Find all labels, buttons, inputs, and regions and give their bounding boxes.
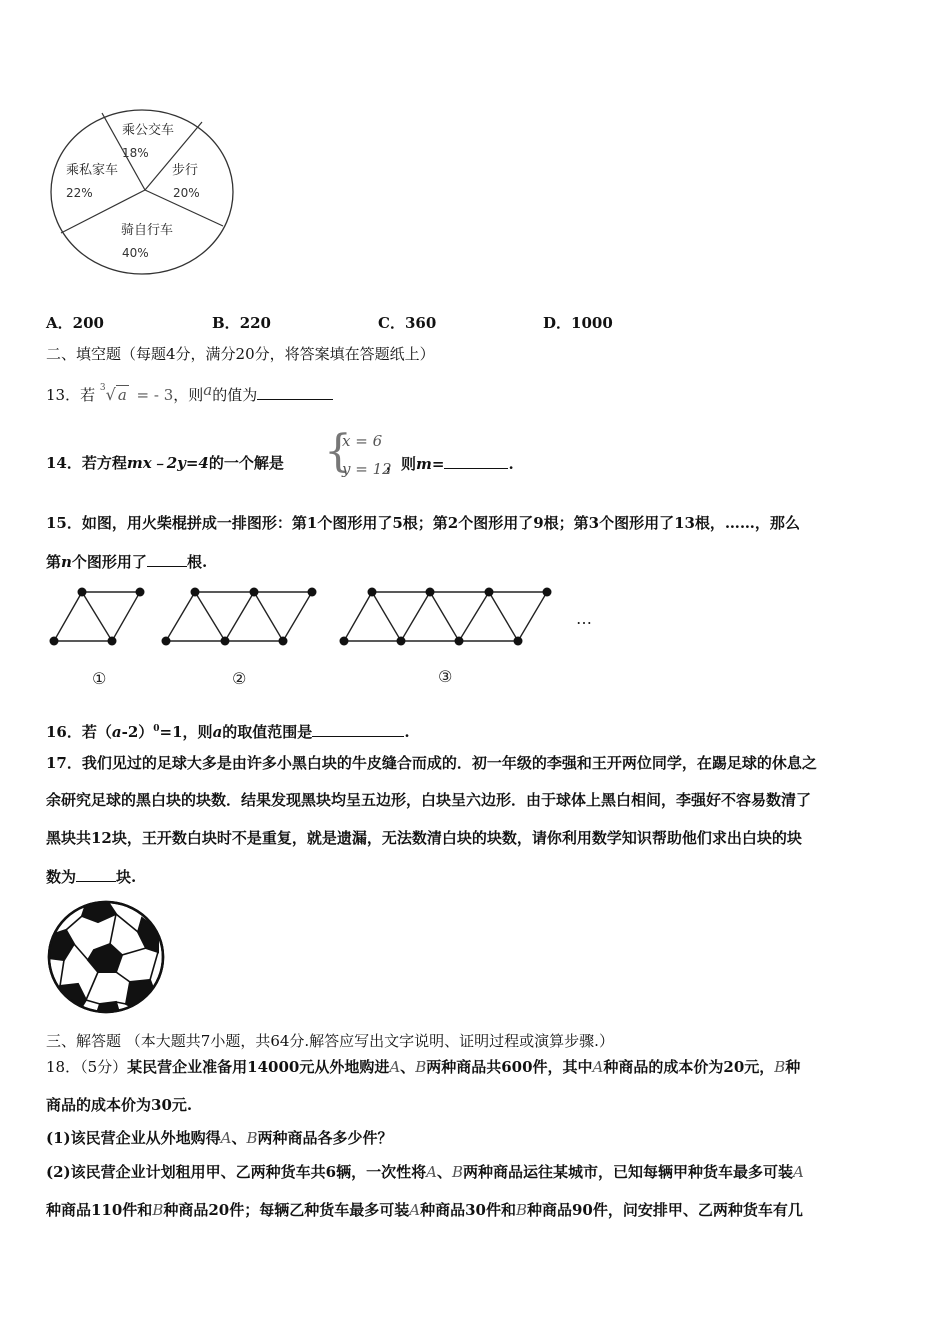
question-17-line-1: 17．我们见过的足球大多是由许多小黑白块的牛皮缝合而成的．初一年级的李强和王开两位同学，在踢足球的休息之 (46, 754, 817, 772)
question-17-line-3: 黑块共12块，王开数白块时不是重复，就是遗漏，无法数清白块的块数，请你利用数学知识帮助他们求出白块的块 (46, 829, 802, 847)
figure-label-1: ① (92, 669, 107, 688)
pie-chart-figure (44, 108, 240, 284)
cube-root-expression: $^3$√ a = - 3 (99, 383, 174, 404)
pie-pct-bus: 18% (122, 146, 149, 160)
continuation-dots: … (576, 609, 592, 628)
equation-system: { x = 6 y = 12 (324, 426, 392, 478)
section-3-heading: 三、解答题 （本大题共7小题，共64分.解答应写出文字说明、证明过程或演算步骤.） (46, 1032, 614, 1050)
choice-c: C．360 (378, 314, 437, 332)
question-17-line-2: 余研究足球的黑白块的块数．结果发现黑块均呈五边形，白块呈六边形．由于球体上黑白相间，李强好不容易数清了 (46, 791, 812, 809)
pie-pct-bike: 40% (122, 246, 149, 260)
section-2-heading: 二、填空题（每题4分，满分20分，将答案填在答题纸上） (46, 345, 435, 363)
question-17-line-4: 数为 块. (46, 868, 137, 886)
pie-pct-walk: 20% (173, 186, 200, 200)
answer-blank-13[interactable] (257, 384, 333, 400)
choice-b: B．220 (212, 314, 271, 332)
question-18-part-1: (1)该民营企业从外地购得A、B两种商品各多少件？ (46, 1129, 393, 1147)
choice-a: A．200 (46, 314, 104, 332)
answer-blank-17[interactable] (76, 866, 116, 882)
question-18-line-2: 商品的成本价为30元. (46, 1096, 193, 1114)
pie-label-walk: 步行 (172, 163, 199, 178)
question-15-line-2: 第n个图形用了 根. (46, 553, 208, 571)
soccer-ball-image (46, 900, 166, 1016)
answer-blank-14[interactable] (444, 453, 508, 469)
question-18-part-2-cont: 种商品110件和B种商品20件；每辆乙种货车最多可装A种商品30件和B种商品90件，问安排甲、乙两种货车有几 (46, 1201, 803, 1219)
pie-label-bus: 乘公交车 (122, 123, 175, 138)
question-18-line-1: 18．（5分）某民营企业准备用14000元从外地购进A、B两种商品共600件，其中A种商品的成本价为20元，B种 (46, 1058, 801, 1076)
choice-d: D．1000 (543, 314, 613, 332)
answer-blank-16[interactable] (312, 721, 404, 737)
answer-blank-15[interactable] (147, 551, 187, 567)
question-13: 13．若 $^3$√ a = - 3，则a的值为 (46, 378, 333, 406)
pie-label-car: 乘私家车 (66, 163, 119, 178)
pie-pct-car: 22% (66, 186, 93, 200)
question-16: 16．若$(a-2)^0=1$，则a的取值范围是 . (46, 723, 410, 741)
matchstick-figures (40, 582, 610, 692)
figure-label-3: ③ (438, 667, 453, 686)
question-15-line-1: 15．如图，用火柴棍拼成一排图形：第1个图形用了5根；第2个图形用了9根；第3个图形用了13根，……，那么 (46, 514, 800, 532)
question-18-part-2: (2)该民营企业计划租用甲、乙两种货车共6辆，一次性将A、B两种商品运往某城市，已知每辆甲种货车最多可装A (46, 1163, 804, 1181)
figure-label-2: ② (232, 669, 247, 688)
pie-label-bike: 骑自行车 (121, 223, 174, 238)
